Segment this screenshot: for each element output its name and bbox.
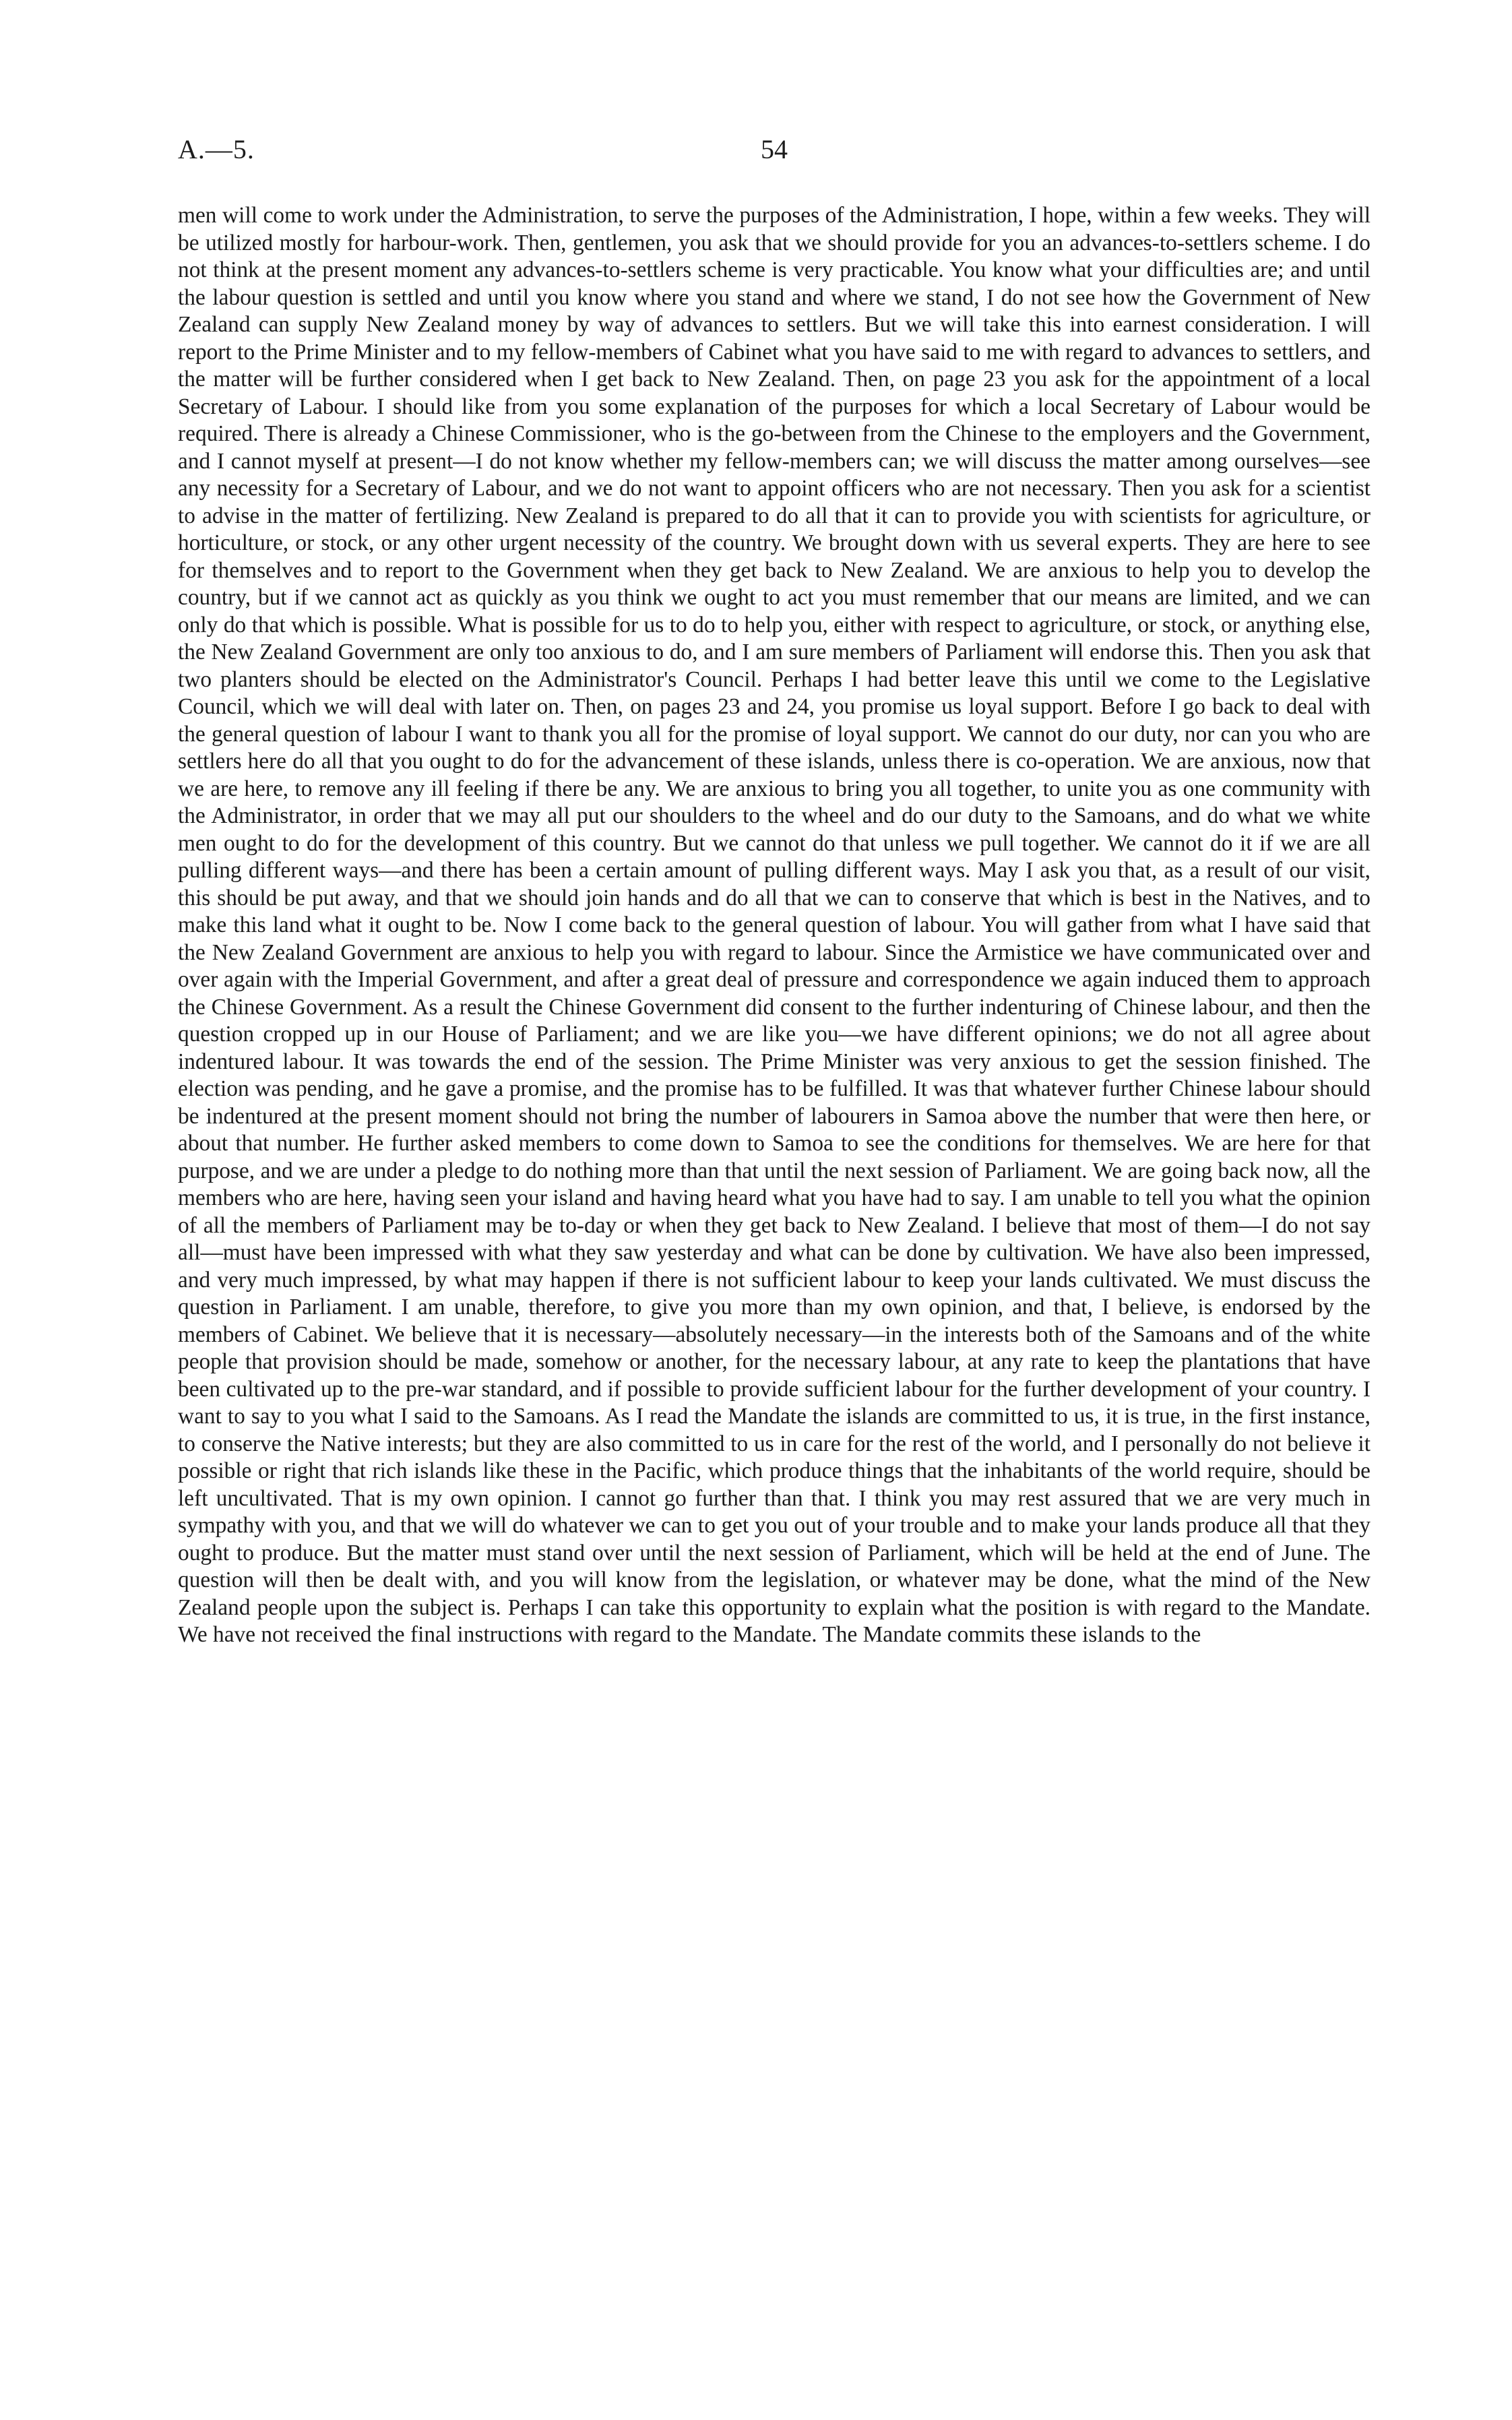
page-header bbox=[178, 133, 1371, 174]
body-paragraph: men will come to work under the Administration, to serve the purposes of the Administration, I hope, within a few weeks. They will be utilized mostly for harbour-work. Then, gentlemen, you ask that we should provide for you an advances-to-settlers scheme. I do not think at the present moment any advances-to-settlers scheme is very practicable. You know what your difficulties are; and until the labour question is settled and until you know where you stand and where we stand, I do not see how the Government of New Zealand can supply New Zealand money by way of advances to settlers. But we will take this into earnest consideration. I will report to the Prime Minister and to my fellow-members of Cabinet what you have said to me with regard to advances to settlers, and the matter will be further considered when I get back to New Zealand. Then, on page 23 you ask for the appointment of a local Secretary of Labour. I should like from you some explanation of the purposes for which a local Secretary of Labour would be required. There is already a Chinese Commissioner, who is the go-between from the Chinese to the employers and the Government, and I cannot myself at present—I do not know whether my fellow-members can; we will discuss the matter among ourselves—see any necessity for a Secretary of Labour, and we do not want to appoint officers who are not necessary. Then you ask for a scientist to advise in the matter of fertilizing. New Zealand is prepared to do all that it can to provide you with scientists for agriculture, or horticulture, or stock, or any other urgent necessity of the country. We brought down with us several experts. They are here to see for themselves and to report to the Government when they get back to New Zealand. We are anxious to help you to develop the country, but if we cannot act as quickly as you think we ought to act you must remember that our means are limited, and we can only do that which is possible. What is possible for us to do to help you, either with respect to agriculture, or stock, or anything else, the New Zealand Government are only too anxious to do, and I am sure members of Parliament will endorse this. Then you ask that two planters should be elected on the Administrator's Council. Perhaps I had better leave this until we come to the Legislative Council, which we will deal with later on. Then, on pages 23 and 24, you promise us loyal support. Before I go back to deal with the general question of labour I want to thank you all for the promise of loyal support. We cannot do our duty, nor can you who are settlers here do all that you ought to do for the advancement of these islands, unless there is co-operation. We are anxious, now that we are here, to remove any ill feeling if there be any. We are anxious to bring you all together, to unite you as one community with the Administrator, in order that we may all put our shoulders to the wheel and do our duty to the Samoans, and do what we white men ought to do for the development of this country. But we cannot do that unless we pull together. We cannot do it if we are all pulling different ways—and there has been a certain amount of pulling different ways. May I ask you that, as a result of our visit, this should be put away, and that we should join hands and do all that we can to conserve that which is best in the Natives, and to make this land what it ought to be. Now I come back to the general question of labour. You will gather from what I have said that the New Zealand Government are anxious to help you with regard to labour. Since the Armistice we have communicated over and over again with the Imperial Government, and after a great deal of pressure and correspondence we again induced them to approach the Chinese Government. As a result the Chinese Government did consent to the further indenturing of Chinese labour, and then the question cropped up in our House of Parliament; and we are like you—we have different opinions; we do not all agree about indentured labour. It was towards the end of the session. The Prime Minister was very anxious to get the session finished. The election was pending, and he gave a promise, and the promise has to be fulfilled. It was that whatever further Chinese labour should be indentured at the present moment should not bring the number of labourers in Samoa above the number that were then here, or about that number. He further asked members to come down to Samoa to see the conditions for themselves. We are here for that purpose, and we are under a pledge to do nothing more than that until the next session of Parliament. We are going back now, all the members who are here, having seen your island and having heard what you have had to say. I am unable to tell you what the opinion of all the members of Parliament may be to-day or when they get back to New Zealand. I believe that most of them—I do not say all—must have been impressed with what they saw yesterday and what can be done by cultivation. We have also been impressed, and very much impressed, by what may happen if there is not sufficient labour to keep your lands cultivated. We must discuss the question in Parliament. I am unable, therefore, to give you more than my own opinion, and that, I believe, is endorsed by the members of Cabinet. We believe that it is necessary—absolutely necessary—in the interests both of the Samoans and of the white people that provision should be made, somehow or another, for the necessary labour, at any rate to keep the plantations that have been cultivated up to the pre-war standard, and if possible to provide sufficient labour for the further development of your country. I want to say to you what I said to the Samoans. As I read the Mandate the islands are committed to us, it is true, in the first instance, to conserve the Native interests; but they are also committed to us in care for the rest of the world, and I personally do not believe it possible or right that rich islands like these in the Pacific, which produce things that the inhabitants of the world require, should be left uncultivated. That is my own opinion. I cannot go further than that. I think you may rest assured that we are very much in sympathy with you, and that we will do whatever we can to get you out of your trouble and to make your lands produce all that they ought to produce. But the matter must stand over until the next session of Parliament, which will be held at the end of June. The question will then be dealt with, and you will know from the legislation, or whatever may be done, what the mind of the New Zealand people upon the subject is. Perhaps I can take this opportunity to explain what the position is with regard to the Mandate. We have not received the final instructions with regard to the Mandate. The Mandate commits these islands to the bbox=[178, 203, 1371, 1647]
page-number: 54 bbox=[761, 134, 788, 164]
document-reference: A.—5. bbox=[178, 134, 255, 164]
